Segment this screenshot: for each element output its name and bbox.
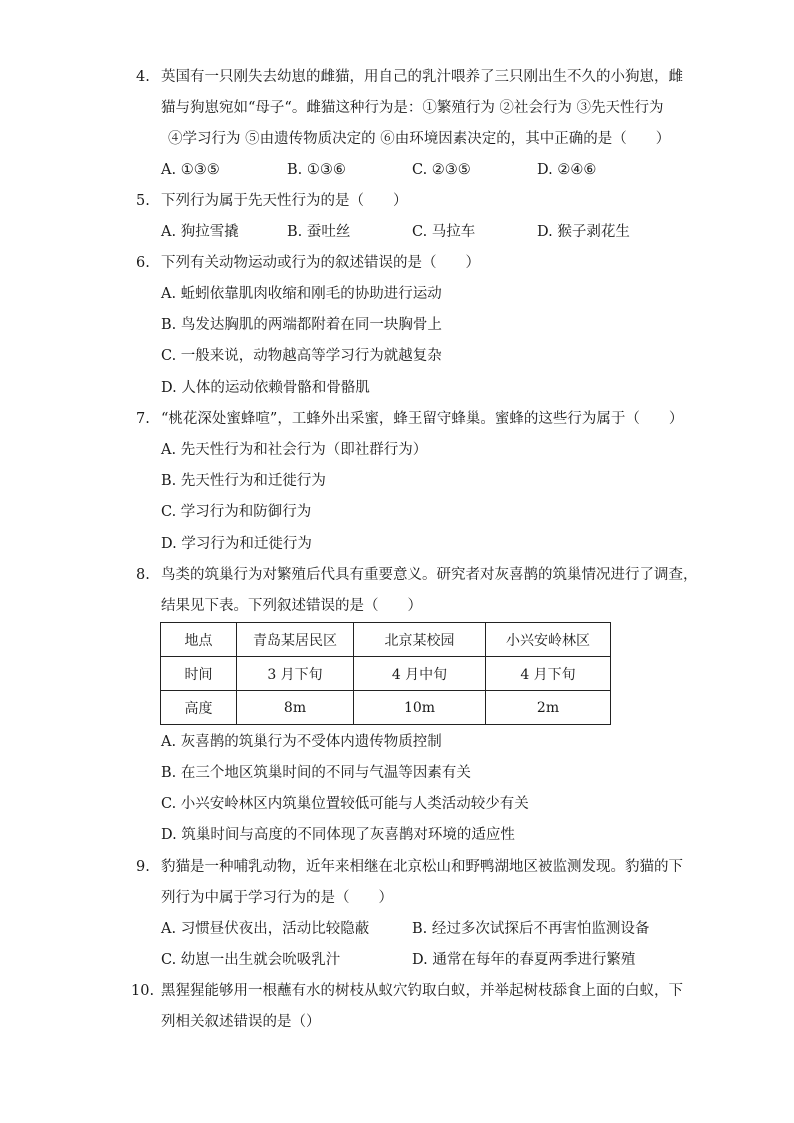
table-cell: 高度: [161, 691, 237, 725]
question-7-number: 7.: [136, 411, 150, 427]
question-8-stem-line-2: 结果见下表。下列叙述错误的是（ ）: [161, 598, 422, 614]
table-row: [161, 657, 611, 691]
question-8-option-c: C. 小兴安岭林区内筑巢位置较低可能与人类活动较少有关: [161, 796, 529, 812]
question-7-option-c: C. 学习行为和防御行为: [161, 504, 312, 520]
question-8-option-a: A. 灰喜鹊的筑巢行为不受体内遗传物质控制: [161, 734, 442, 750]
question-6-option-b: B. 鸟发达胸肌的两端都附着在同一块胸骨上: [161, 317, 442, 333]
table-cell: 3 月下旬: [237, 657, 354, 691]
question-4-stem-line-3: ④学习行为 ⑤由遗传物质决定的 ⑥由环境因素决定的，其中正确的是（ ）: [168, 131, 671, 147]
question-8-number: 8.: [136, 567, 150, 583]
question-5-option-c: C. 马拉车: [412, 224, 476, 240]
question-4-stem-line-1: 英国有一只刚失去幼崽的雌猫，用自己的乳汁喂养了三只刚出生不久的小狗崽，雌: [161, 69, 683, 85]
nesting-survey-table: [160, 622, 611, 725]
question-10-stem-line-1: 黑猩猩能够用一根蘸有水的树枝从蚁穴钓取白蚁，并举起树枝舔食上面的白蚁，下: [161, 983, 683, 999]
table-row: [161, 623, 611, 657]
question-9-number: 9.: [136, 859, 150, 875]
question-6-number: 6.: [136, 255, 150, 271]
question-10-stem-line-2: 列相关叙述错误的是（）: [161, 1014, 321, 1030]
question-4-option-c: C. ②③⑤: [412, 162, 471, 178]
question-8-stem-line-1: 鸟类的筑巢行为对繁殖后代具有重要意义。研究者对灰喜鹊的筑巢情况进行了调查，: [161, 567, 698, 583]
question-9-option-c: C. 幼崽一出生就会吮吸乳汁: [161, 952, 341, 968]
question-4-stem-line-2: 猫与狗崽宛如“母子“。雌猫这种行为是：①繁殖行为 ②社会行为 ③先天性行为: [161, 100, 664, 116]
question-4-option-b: B. ①③⑥: [287, 162, 346, 178]
question-7-option-b: B. 先天性行为和迁徙行为: [161, 473, 326, 489]
table-cell: 4 月中旬: [354, 657, 486, 691]
table-cell: 地点: [161, 623, 237, 657]
question-5-number: 5.: [136, 193, 150, 209]
question-4-number: 4.: [136, 69, 150, 85]
question-6-option-a: A. 蚯蚓依靠肌肉收缩和刚毛的协助进行运动: [161, 286, 442, 302]
table-cell: 时间: [161, 657, 237, 691]
question-4-option-a: A. ①③⑤: [161, 162, 220, 178]
question-6-option-c: C. 一般来说，动物越高等学习行为就越复杂: [161, 348, 442, 364]
question-9-option-d: D. 通常在每年的春夏两季进行繁殖: [412, 952, 636, 968]
question-6-stem: 下列有关动物运动或行为的叙述错误的是（ ）: [161, 255, 480, 271]
question-9-option-a: A. 习惯昼伏夜出，活动比较隐蔽: [161, 921, 370, 937]
question-9-stem-line-1: 豹猫是一种哺乳动物，近年来相继在北京松山和野鸭湖地区被监测发现。豹猫的下: [161, 859, 683, 875]
question-7-option-d: D. 学习行为和迁徙行为: [161, 536, 312, 552]
table-cell: 小兴安岭林区: [486, 623, 611, 657]
table-cell: 青岛某居民区: [237, 623, 354, 657]
question-7-stem: “桃花深处蜜蜂喧”，工蜂外出采蜜，蜂王留守蜂巢。蜜蜂的这些行为属于（ ）: [161, 411, 684, 427]
question-5-option-d: D. 猴子剥花生: [537, 224, 630, 240]
question-9-stem-line-2: 列行为中属于学习行为的是（ ）: [161, 890, 393, 906]
question-5-option-b: B. 蚕吐丝: [287, 224, 351, 240]
question-8-option-b: B. 在三个地区筑巢时间的不同与气温等因素有关: [161, 765, 471, 781]
table-cell: 8m: [237, 691, 354, 725]
question-9-option-b: B. 经过多次试探后不再害怕监测设备: [412, 921, 650, 937]
table-cell: 10m: [354, 691, 486, 725]
question-5-option-a: A. 狗拉雪撬: [161, 224, 239, 240]
question-5-stem: 下列行为属于先天性行为的是（ ）: [161, 193, 408, 209]
table-cell: 2m: [486, 691, 611, 725]
question-10-number: 10.: [131, 983, 155, 999]
table-row: [161, 691, 611, 725]
question-7-option-a: A. 先天性行为和社会行为（即社群行为）: [161, 442, 428, 458]
table-cell: 4 月下旬: [486, 657, 611, 691]
question-8-option-d: D. 筑巢时间与高度的不同体现了灰喜鹊对环境的适应性: [161, 827, 515, 843]
question-4-option-d: D. ②④⑥: [537, 162, 597, 178]
table-cell: 北京某校园: [354, 623, 486, 657]
question-6-option-d: D. 人体的运动依赖骨骼和骨骼肌: [161, 380, 370, 396]
